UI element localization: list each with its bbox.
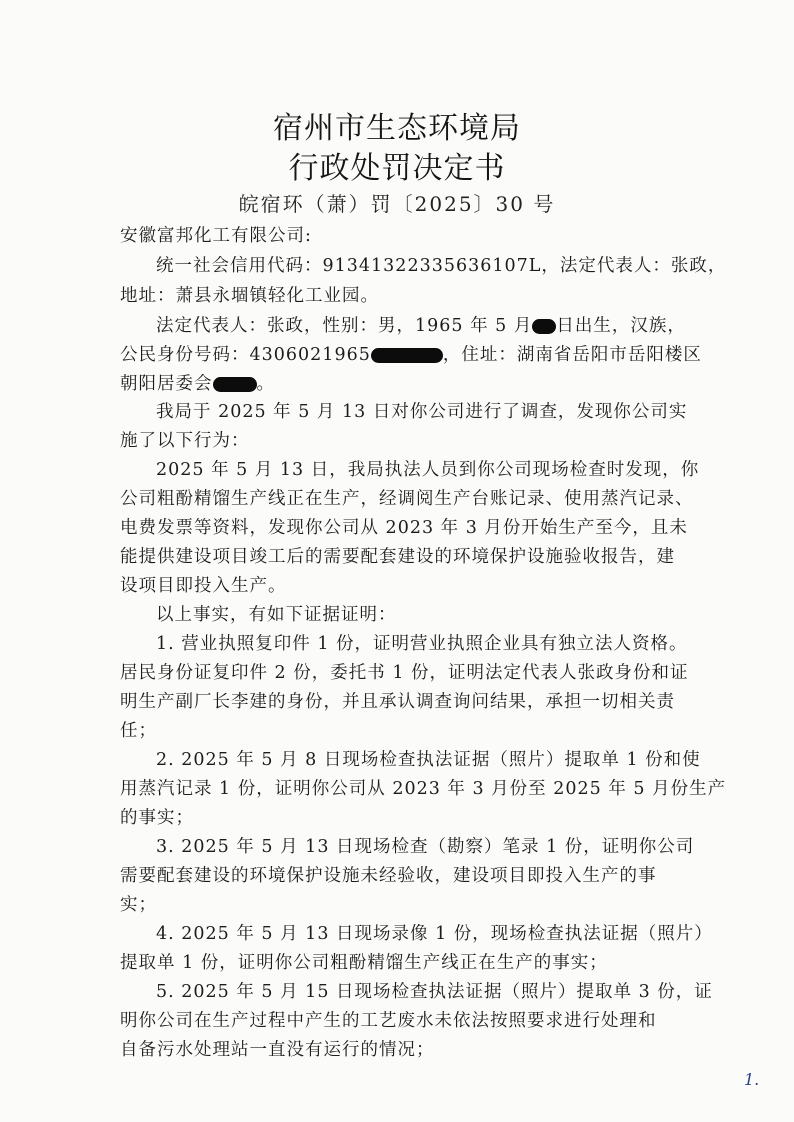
body-line: 5. 2025 年 5 月 15 日现场检查执法证据（照片）提取单 3 份，证: [156, 982, 713, 1002]
body-line: 4. 2025 年 5 月 13 日现场录像 1 份，现场检查执法证据（照片）: [156, 924, 713, 944]
body-line: 需要配套建设的环境保护设施未经验收，建设项目即投入生产的事: [120, 866, 657, 886]
body-line: 施了以下行为：: [120, 431, 250, 451]
body-line: 2025 年 5 月 13 日，我局执法人员到你公司现场检查时发现，你: [156, 460, 700, 480]
residence-text-a: 朝阳居委会: [120, 374, 213, 394]
residence-text-b: 。: [256, 374, 275, 394]
legal-rep-text-a: 法定代表人：张政，性别：男，1965 年 5 月: [156, 316, 533, 336]
body-line: 我局于 2025 年 5 月 13 日对你公司进行了调查，发现你公司实: [156, 402, 688, 422]
body-line: 公司粗酚精馏生产线正在生产，经调阅生产台账记录、使用蒸汽记录、: [120, 489, 694, 509]
body-line: 电费发票等资料，发现你公司从 2023 年 3 月份开始生产至今，且未: [120, 518, 688, 538]
document-type: 行政处罚决定书: [288, 151, 506, 186]
body-line: 用蒸汽记录 1 份，证明你公司从 2023 年 3 月份至 2025 年 5 月份生产: [120, 779, 727, 799]
body-line: 的事实；: [120, 808, 194, 828]
address-line: 地址：萧县永堌镇轻化工业园。: [120, 286, 379, 306]
redaction-mark: [213, 377, 257, 392]
body-line: 能提供建设项目竣工后的需要配套建设的环境保护设施验收报告，建: [120, 547, 675, 567]
page-number-mark: 1.: [744, 1070, 760, 1089]
legal-rep-text-b: 日出生，汉族，: [556, 316, 686, 336]
id-number-text-b: ，住址：湖南省岳阳市岳阳楼区: [442, 345, 702, 365]
document-number: 皖宿环（萧）罚〔2025〕30 号: [238, 192, 556, 216]
body-line: 明生产副厂长李建的身份，并且承认调查询问结果，承担一切相关责: [120, 692, 675, 712]
body-line: 1. 营业执照复印件 1 份，证明营业执照企业具有独立法人资格。: [156, 634, 688, 654]
body-line: 设项目即投入生产。: [120, 576, 287, 596]
id-number-text-a: 公民身份号码：4306021965: [120, 345, 371, 365]
body-line: 以上事实，有如下证据证明：: [156, 605, 397, 625]
legal-rep-line: [156, 312, 686, 337]
body-line: 自备污水处理站一直没有运行的情况；: [120, 1040, 435, 1060]
body-line: 任；: [120, 721, 157, 741]
body-line: 3. 2025 年 5 月 13 日现场检查（勘察）笔录 1 份，证明你公司: [156, 837, 695, 857]
body-line: 2. 2025 年 5 月 8 日现场检查执法证据（照片）提取单 1 份和使: [156, 750, 701, 770]
body-line: 实；: [120, 895, 157, 915]
residence-line: [120, 370, 275, 395]
credit-code-line: 统一社会信用代码：91341322335636107L，法定代表人：张政，: [156, 256, 727, 276]
redaction-mark: [371, 348, 443, 363]
body-line: 居民身份证复印件 2 份，委托书 1 份，证明法定代表人张政身份和证: [120, 663, 689, 683]
id-number-line: [120, 341, 702, 366]
body-line: 明你公司在生产过程中产生的工艺废水未依法按照要求进行处理和: [120, 1011, 657, 1031]
body-line: 提取单 1 份，证明你公司粗酚精馏生产线正在生产的事实；: [120, 953, 608, 973]
issuing-authority: 宿州市生态环境局: [273, 111, 521, 146]
addressee: 安徽富邦化工有限公司:: [120, 226, 312, 246]
redaction-mark: [532, 319, 556, 334]
